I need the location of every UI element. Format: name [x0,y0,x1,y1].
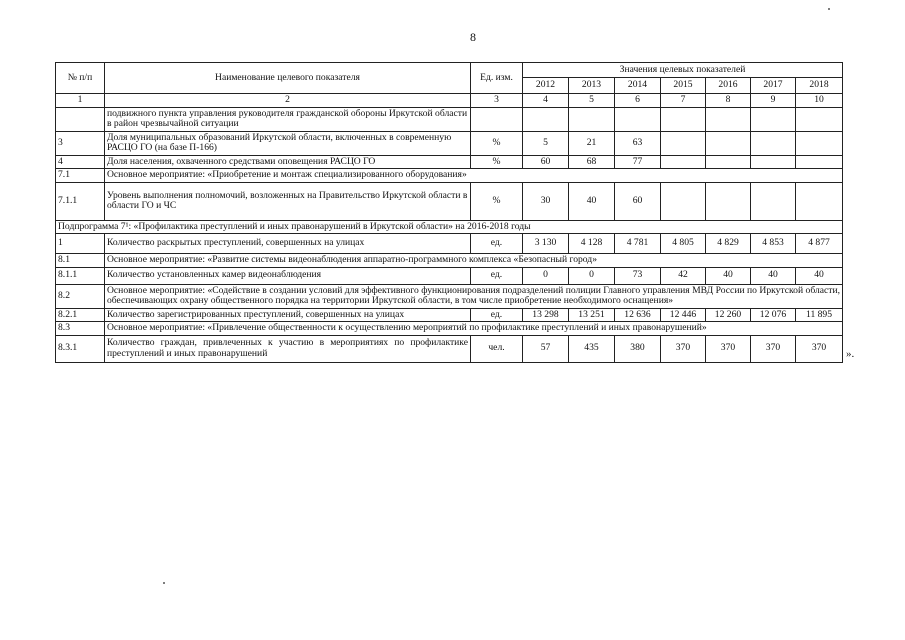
header-year: 2017 [751,78,796,94]
unit: % [471,131,523,155]
main-event: Основное мероприятие: «Приобретение и монтаж специализированного оборудования» [105,169,843,183]
value-cell: 4 128 [569,234,615,254]
column-index: 1 [56,94,105,108]
unit: ед. [471,234,523,254]
table-row [56,254,843,268]
value-cell [661,155,706,169]
value-cell: 68 [569,155,615,169]
indicator-name: Количество граждан, привлеченных к участию в мероприятиях по профилактике преступлений и иных правонарушений [105,335,471,362]
row-number: 8.1.1 [56,267,105,284]
row-number: 3 [56,131,105,155]
indicator-name: подвижного пункта управления руководителя гражданской обороны Иркутской области в район чрезвычайной ситуации [105,107,471,131]
column-index: 2 [105,94,471,108]
header-year: 2014 [615,78,661,94]
value-cell: 370 [751,335,796,362]
value-cell [706,155,751,169]
value-cell [661,131,706,155]
unit: чел. [471,335,523,362]
table-row [56,335,843,362]
header-name: Наименование целевого показателя [105,63,471,94]
row-number [56,107,105,131]
indicator-name: Доля муниципальных образований Иркутской области, включенных в современную РАСЦО ГО (на базе П-166) [105,131,471,155]
value-cell: 0 [569,267,615,284]
value-cell: 370 [796,335,843,362]
value-cell: 4 853 [751,234,796,254]
unit: % [471,182,523,220]
indicator-name: Уровень выполнения полномочий, возложенных на Правительство Иркутской области в области ГО и ЧС [105,182,471,220]
value-cell: 11 895 [796,308,843,322]
value-cell: 40 [569,182,615,220]
page-number: 8 [470,30,476,44]
column-index: 5 [569,94,615,108]
value-cell [661,107,706,131]
unit: % [471,155,523,169]
unit [471,107,523,131]
table-row [56,107,843,131]
table-row [56,308,843,322]
header-unit: Ед. изм. [471,63,523,94]
column-index: 3 [471,94,523,108]
value-cell: 40 [751,267,796,284]
value-cell: 12 260 [706,308,751,322]
indicator-name: Количество зарегистрированных преступлений, совершенных на улицах [105,308,471,322]
header-year: 2012 [523,78,569,94]
value-cell: 0 [523,267,569,284]
value-cell: 73 [615,267,661,284]
row-number: 8.3 [56,322,105,336]
value-cell [706,131,751,155]
value-cell: 40 [796,267,843,284]
value-cell [706,107,751,131]
indicator-name: Доля населения, охваченного средствами оповещения РАСЦО ГО [105,155,471,169]
value-cell [751,155,796,169]
value-cell: 370 [661,335,706,362]
header-year: 2018 [796,78,843,94]
scan-speck [163,582,165,584]
header-year: 2016 [706,78,751,94]
value-cell: 42 [661,267,706,284]
value-cell: 370 [706,335,751,362]
value-cell: 77 [615,155,661,169]
value-cell: 30 [523,182,569,220]
value-cell [706,182,751,220]
row-number: 7.1 [56,169,105,183]
table-row [56,182,843,220]
indicator-name: Количество установленных камер видеонаблюдения [105,267,471,284]
value-cell [796,155,843,169]
value-cell: 60 [615,182,661,220]
value-cell: 380 [615,335,661,362]
column-index: 8 [706,94,751,108]
column-index: 9 [751,94,796,108]
table-row [56,220,843,234]
header-num: № п/п [56,63,105,94]
table-row [56,155,843,169]
table-row [56,267,843,284]
value-cell: 13 298 [523,308,569,322]
value-cell: 4 805 [661,234,706,254]
main-event: Основное мероприятие: «Развитие системы видеонаблюдения аппаратно-программного комплекса «Безопасный город» [105,254,843,268]
value-cell [569,107,615,131]
target-indicators-table [55,62,843,363]
value-cell: 13 251 [569,308,615,322]
value-cell: 40 [706,267,751,284]
header-year: 2015 [661,78,706,94]
table-row [56,322,843,336]
value-cell: 4 781 [615,234,661,254]
header-year: 2013 [569,78,615,94]
table-row [56,131,843,155]
table-row [56,284,843,308]
subprogram-title: Подпрограмма 7¹: «Профилактика преступлений и иных правонарушений в Иркутской области» на 2016-2018 годы [56,220,843,234]
value-cell: 5 [523,131,569,155]
row-number: 1 [56,234,105,254]
main-event: Основное мероприятие: «Привлечение общественности к осуществлению мероприятий по профилактике преступлений и иных правонарушений» [105,322,843,336]
scan-speck [828,8,830,10]
value-cell: 21 [569,131,615,155]
indicator-name: Количество раскрытых преступлений, совершенных на улицах [105,234,471,254]
table-row [56,169,843,183]
value-cell [751,131,796,155]
column-index: 7 [661,94,706,108]
value-cell [523,107,569,131]
row-number: 8.1 [56,254,105,268]
column-index: 10 [796,94,843,108]
row-number: 7.1.1 [56,182,105,220]
row-number: 8.2 [56,284,105,308]
value-cell: 12 076 [751,308,796,322]
value-cell: 60 [523,155,569,169]
row-number: 8.3.1 [56,335,105,362]
value-cell: 435 [569,335,615,362]
value-cell [661,182,706,220]
row-number: 4 [56,155,105,169]
value-cell: 3 130 [523,234,569,254]
unit: ед. [471,308,523,322]
value-cell: 4 829 [706,234,751,254]
value-cell [796,107,843,131]
column-index: 4 [523,94,569,108]
column-index: 6 [615,94,661,108]
value-cell: 57 [523,335,569,362]
value-cell [796,131,843,155]
value-cell: 12 636 [615,308,661,322]
value-cell: 63 [615,131,661,155]
main-event: Основное мероприятие: «Содействие в создании условий для эффективного функционирования подразделений полиции Главного управления МВД России по Иркутской области, обеспечивающих охрану общественного порядка на территории Иркутской области, в том числе приобретение необходимого оснащения» [105,284,843,308]
table-row [56,234,843,254]
value-cell [615,107,661,131]
value-cell: 4 877 [796,234,843,254]
value-cell [796,182,843,220]
value-cell: 12 446 [661,308,706,322]
closing-quote-mark: ». [846,348,855,360]
unit: ед. [471,267,523,284]
row-number: 8.2.1 [56,308,105,322]
value-cell [751,107,796,131]
value-cell [751,182,796,220]
header-values: Значения целевых показателей [523,63,843,78]
